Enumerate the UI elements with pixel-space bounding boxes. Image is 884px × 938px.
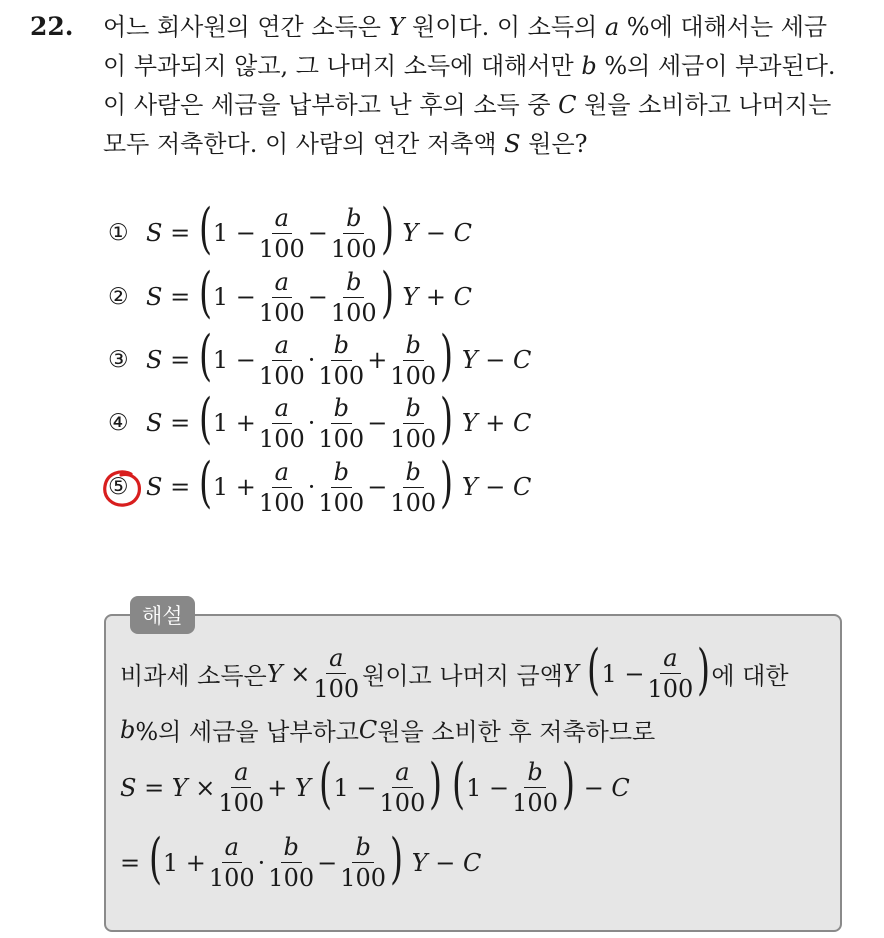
question-line-1: 어느 회사원의 연간 소득은 Y 원이다. 이 소득의 a %에 대해서는 세금 <box>103 13 828 41</box>
left-paren: ( <box>198 324 212 387</box>
right-paren: ) <box>697 637 711 701</box>
left-paren: ( <box>452 751 466 815</box>
fraction-a-100: $\frac{a}{100}$ <box>258 267 305 327</box>
right-paren: ) <box>390 826 404 890</box>
fraction-a-100: $\frac{a}{100}$ <box>258 330 305 390</box>
fraction-a-100: $\frac{a}{100}$ <box>258 203 305 263</box>
choice-marker: ③ <box>108 347 129 373</box>
fraction-b-100: $\frac{b}{100}$ <box>390 457 437 517</box>
fraction-b-100: $\frac{b}{100}$ <box>340 833 387 892</box>
right-paren: ) <box>440 451 454 514</box>
red-circle-mark-icon <box>101 468 143 508</box>
solution-line-3: S = Y × $\frac{a}{100}$ + Y ( 1 − $\frac{a}{100}$ ) ( 1 − $\frac{b}{100}$ ) − C <box>120 751 630 817</box>
fraction-b-100: $\frac{b}{100}$ <box>512 758 558 817</box>
left-paren: ( <box>198 387 212 450</box>
right-paren: ) <box>429 751 443 815</box>
right-paren: ) <box>380 261 394 324</box>
question-text <box>103 8 873 164</box>
choice-marker: ② <box>108 284 129 310</box>
choice-5[interactable]: ⑤ S = ( 1 + $\frac{a}{100}$ · $\frac{b}{100}$ − $\frac{b}{100}$ ) Y − C <box>108 451 532 517</box>
question-line-2: 이 부과되지 않고, 그 나머지 소득에 대해서만 b %의 세금이 부과된다. <box>103 52 836 80</box>
left-paren: ( <box>148 826 162 890</box>
fraction-b-100: $\frac{b}{100}$ <box>268 833 315 892</box>
left-paren: ( <box>198 261 212 324</box>
question-line-4: 모두 저축한다. 이 사람의 연간 저축액 S 원은? <box>103 130 588 158</box>
left-paren: ( <box>198 451 212 514</box>
fraction-a-100: $\frac{a}{100}$ <box>258 457 305 517</box>
choice-2[interactable]: ② S = ( 1 − $\frac{a}{100}$ − $\frac{b}{100}$ ) Y + C <box>108 261 472 327</box>
left-paren: ( <box>587 637 601 701</box>
question-line-3: 이 사람은 세금을 납부하고 난 후의 소득 중 C 원을 소비하고 나머지는 <box>103 91 832 119</box>
choice-marker: ⑤ <box>108 474 129 500</box>
choice-1[interactable]: ① S = ( 1 − $\frac{a}{100}$ − $\frac{b}{100}$ ) Y − C <box>108 197 472 263</box>
fraction-a-100: $\frac{a}{100}$ <box>379 758 426 817</box>
fraction-a-100: $\frac{a}{100}$ <box>258 393 305 453</box>
choice-marker: ④ <box>108 410 129 436</box>
fraction-a-100: $\frac{a}{100}$ <box>313 644 360 703</box>
question-number: 22. <box>30 12 74 41</box>
right-paren: ) <box>380 197 394 260</box>
fraction-b-100: $\frac{b}{100}$ <box>330 267 377 327</box>
fraction-a-100: $\frac{a}{100}$ <box>218 758 265 817</box>
right-paren: ) <box>440 387 454 450</box>
left-paren: ( <box>319 751 333 815</box>
solution-line-1: 비과세 소득은 Y × $\frac{a}{100}$ 원이고 나머지 금액 Y ( 1 − $\frac{a}{100}$ ) 에 대한 <box>120 637 789 703</box>
left-paren: ( <box>198 197 212 260</box>
fraction-b-100: $\frac{b}{100}$ <box>330 203 377 263</box>
choice-marker: ① <box>108 220 129 246</box>
right-paren: ) <box>561 751 576 815</box>
fraction-a-100: $\frac{a}{100}$ <box>208 833 255 892</box>
choice-3[interactable]: ③ S = ( 1 − $\frac{a}{100}$ · $\frac{b}{100}$ + $\frac{b}{100}$ ) Y − C <box>108 324 532 390</box>
solution-line-2: b %의 세금을 납부하고 C 원을 소비한 후 저축하므로 <box>120 715 656 746</box>
fraction-b-100: $\frac{b}{100}$ <box>318 457 365 517</box>
fraction-b-100: $\frac{b}{100}$ <box>390 393 437 453</box>
right-paren: ) <box>440 324 454 387</box>
solution-tag: 해설 <box>130 596 195 634</box>
fraction-a-100: $\frac{a}{100}$ <box>647 644 694 703</box>
solution-line-4: = ( 1 + $\frac{a}{100}$ · $\frac{b}{100}$ − $\frac{b}{100}$ ) Y − C <box>120 826 482 892</box>
fraction-b-100: $\frac{b}{100}$ <box>318 393 365 453</box>
fraction-b-100: $\frac{b}{100}$ <box>390 330 437 390</box>
fraction-b-100: $\frac{b}{100}$ <box>318 330 365 390</box>
choice-4[interactable]: ④ S = ( 1 + $\frac{a}{100}$ · $\frac{b}{100}$ − $\frac{b}{100}$ ) Y + C <box>108 387 532 453</box>
